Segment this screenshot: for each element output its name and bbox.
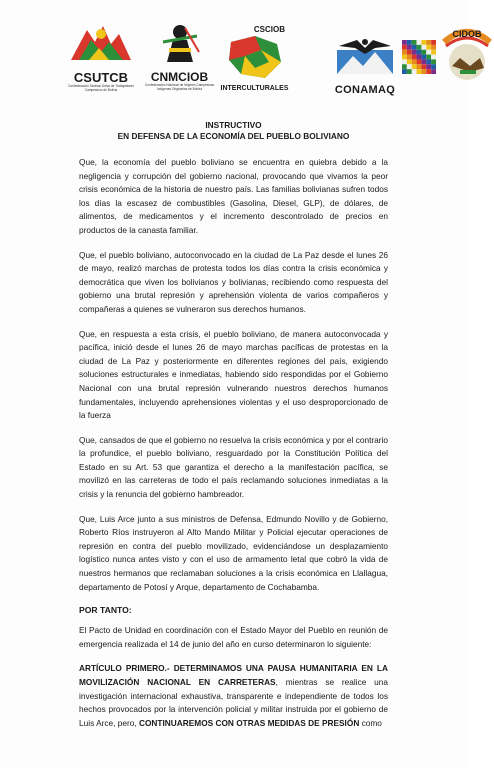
paragraph-road-mobilization: Que, cansados de que el gobierno no resuelva la crisis económica y por el contrario la profundice, el pueblo boliviano, resguardado por la Constitución Política del Estado en su Art. 53 que garantiza el derecho a la manifestación pacífica, se movilizó en las carreteras de todo el país reclamando soluciones inmediatas a la crisis y la renuncia del gobierno hambreador. xyxy=(79,434,388,500)
conamaq-name: CONAMAQ xyxy=(334,84,396,96)
conamaq-condor-icon xyxy=(335,28,395,80)
logo-header xyxy=(60,22,482,102)
csutcb-emblem-icon xyxy=(65,22,137,66)
csciob-logo xyxy=(218,22,291,102)
document-title: INSTRUCTIVO xyxy=(205,120,262,130)
article-first-heading: ARTÍCULO PRIMERO.- DETERMINAMOS UNA PAUSA HUMANITARIA EN LA MOVILIZACIÓN NACIONAL EN CARRETERAS xyxy=(79,663,388,687)
wiphala-flag-icon xyxy=(402,26,436,88)
cnmciob-logo xyxy=(142,22,217,102)
csutcb-name: CSUTCB xyxy=(73,70,129,85)
document-body xyxy=(79,120,388,741)
paragraph-crisis-response: Que, en respuesta a esta crisis, el pueblo boliviano, de manera autoconvocada y pacífica, inició desde el lunes 26 de mayo marchas pacíficas de protestas en la ciudad de La Paz y posteriormente en diferentes regiones del país, exigiendo soluciones estructurales e inmediatas, habiendo sido respondidas por el Gobierno Nacional con una brutal represión vulnerando nuestros derechos humanos fundamentales, incluyendo aprehensiones violentas y el uso desproporcionado de la fuerza xyxy=(79,328,388,421)
paragraph-pacto-unidad: El Pacto de Unidad en coordinación con el Estado Mayor del Pueblo en reunión de emergencia realizada el 14 de junio del año en curso determinaron lo siguiente: xyxy=(79,625,388,649)
document-subtitle: EN DEFENSA DE LA ECONOMÍA DEL PUEBLO BOLIVIANO xyxy=(117,131,350,141)
cnmciob-name: CNMCIOB xyxy=(150,70,209,84)
paragraph-repression: Que, Luis Arce junto a sus ministros de Defensa, Edmundo Novillo y de Gobierno, Roberto Ríos instruyeron al Alto Mando Militar y Policial ejecutar operaciones de represión en contra del pueblo movilizado, evidenciándose un desplazamiento logístico nunca antes visto y con el uso de armamento letal que cobró la vida de nuestros hermanos que reclamaban soluciones a la crisis económica en Llallagua, departamento de Potosí y Arque, departamento de Cochabamba. xyxy=(79,513,388,592)
article-first-emphasis: CONTINUAREMOS CON OTRAS MEDIDAS DE PRESIÓN xyxy=(138,717,360,728)
article-first-tail: como xyxy=(359,717,382,728)
conamaq-logo xyxy=(332,22,398,102)
paragraph-protests-la-paz: Que, el pueblo boliviano, autoconvocado en la ciudad de La Paz desde el lunes 26 de mayo, realizó marchas de protesta todos los días contra la crisis económica y democrática que viven los bolivianos y bolivianas, recibiendo como respuesta del gobierno una brutal represión y aprehensión violenta de varios compañeros y compañeras a quienes se vulneraron sus derechos humanos. xyxy=(79,249,388,314)
csciob-subtitle: INTERCULTURALES xyxy=(220,85,289,92)
csciob-map-icon xyxy=(225,34,285,80)
paragraph-economic-crisis: Que, la economía del pueblo boliviano se encuentra en quiebra debido a la negligencia y corrupción del gobierno nacional, provocando que vivamos la peor crisis económica de la historia de nuestro país. Las familias bolivianas sufren todos los días la escasez de combustibles (Gasolina, Diesel, GLP), de dólares, de alimentos, de medicamentos y el incremento descontrolado de precios en productos de la canasta familiar. xyxy=(79,157,388,235)
article-first-text: , mientras se realice una investigación internacional exhaustiva, transparente e independiente de todos los hechos provocados por la intervención policial y militar instruida por el gobierno de Luis Arce, pero, xyxy=(79,677,388,728)
cidob-logo xyxy=(440,22,494,102)
por-tanto-heading: POR TANTO: xyxy=(79,605,132,616)
csutcb-subtitle: Confederación Sindical Única de Trabajadores Campesinos de Bolivia xyxy=(68,84,134,92)
csciob-name: CSCIOB xyxy=(253,25,285,34)
cidob-name: CIDOB xyxy=(452,29,482,39)
article-first xyxy=(79,662,388,730)
cnmciob-emblem-icon xyxy=(155,22,205,66)
cnmciob-subtitle: Confederación Nacional de Mujeres Campesinas Indígenas Originarias de Bolivia xyxy=(144,83,215,91)
csutcb-logo xyxy=(60,22,142,102)
